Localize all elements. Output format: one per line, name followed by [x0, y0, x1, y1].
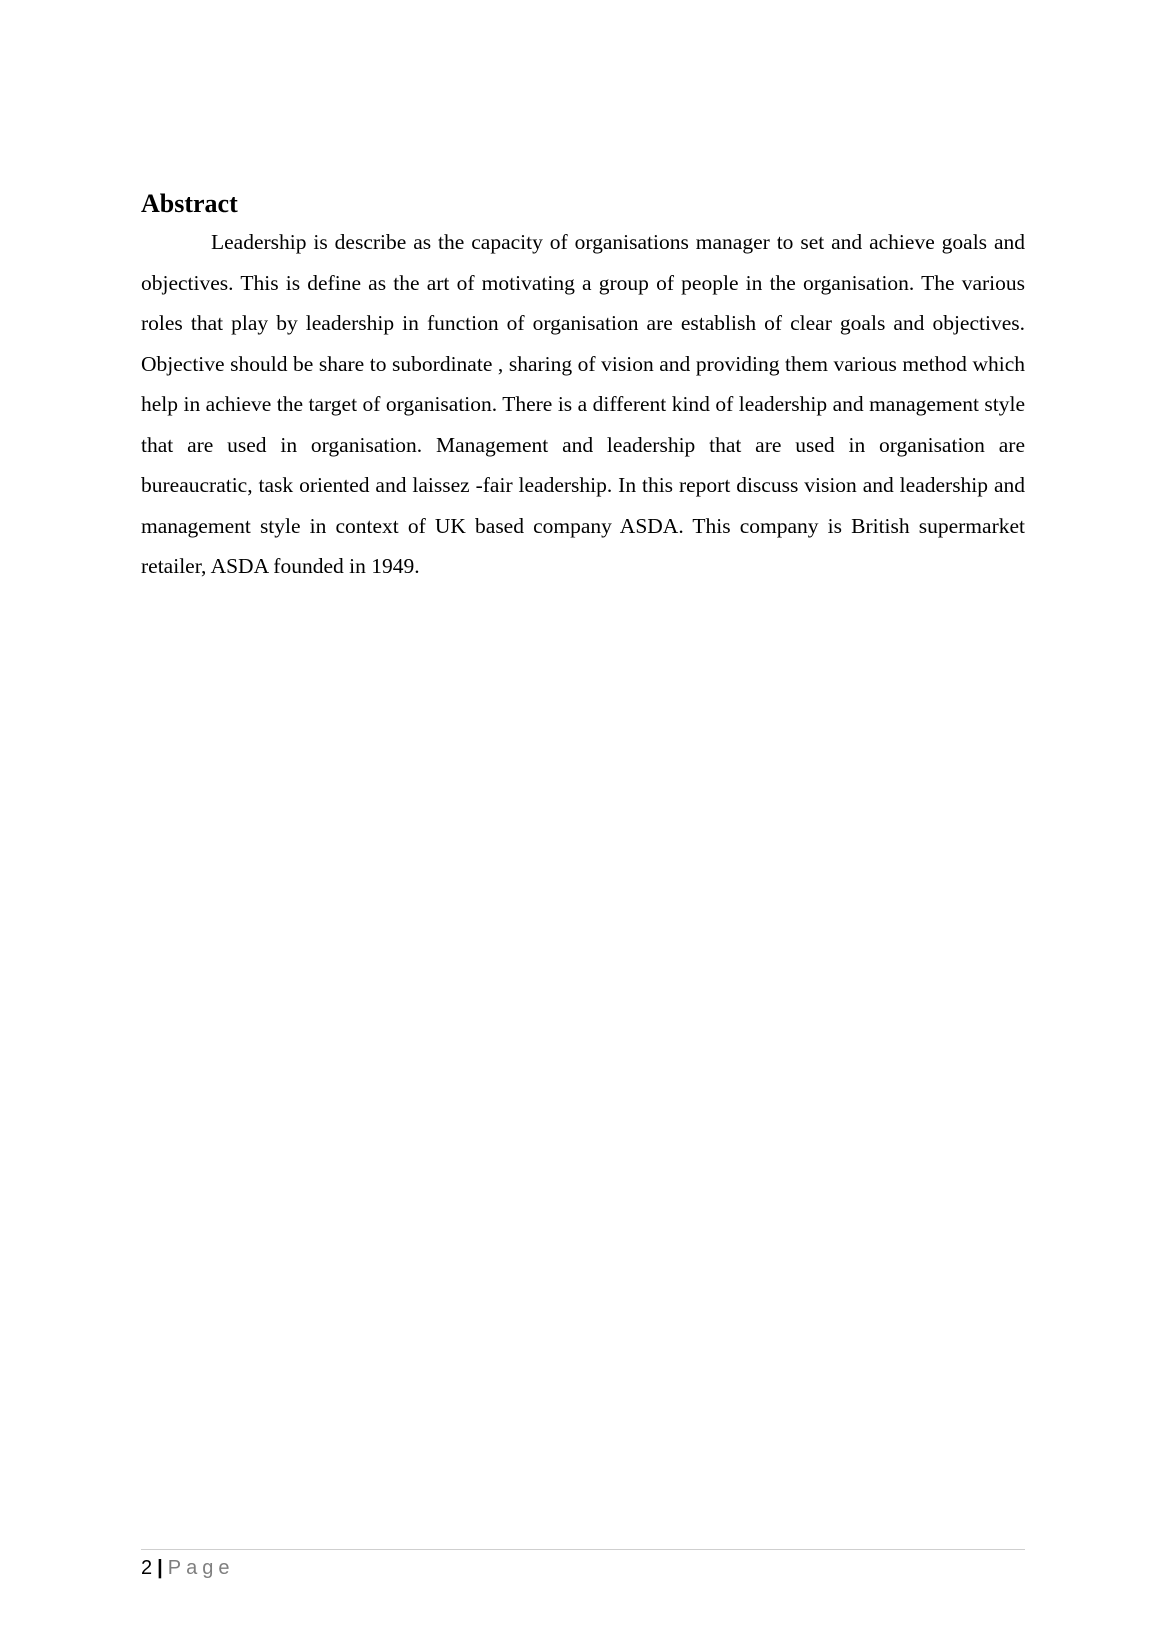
footer-separator: | [157, 1557, 163, 1579]
section-heading: Abstract [141, 189, 238, 218]
abstract-paragraph: Leadership is describe as the capacity of organisations manager to set and achieve goals and objectives. This is define as the art of motivating a group of people in the organisation. The various roles that play by leadership in function of organisation are establish of clear goals and objectives. Objective should be share to subordinate , sharing of vision and providing them various method which help in achieve the target of organisation. There is a different kind of leadership and management style that are used in organisation. Management and leadership that are used in organisation are bureaucratic, task oriented and laissez -fair leadership. In this report discuss vision and leadership and management style in context of UK based company ASDA. This company is British supermarket retailer, ASDA founded in 1949. [141, 230, 1025, 578]
page-footer [141, 1549, 1025, 1582]
page-content [141, 186, 1025, 587]
page-number: 2 [141, 1557, 153, 1579]
page-label: Page [167, 1557, 235, 1579]
